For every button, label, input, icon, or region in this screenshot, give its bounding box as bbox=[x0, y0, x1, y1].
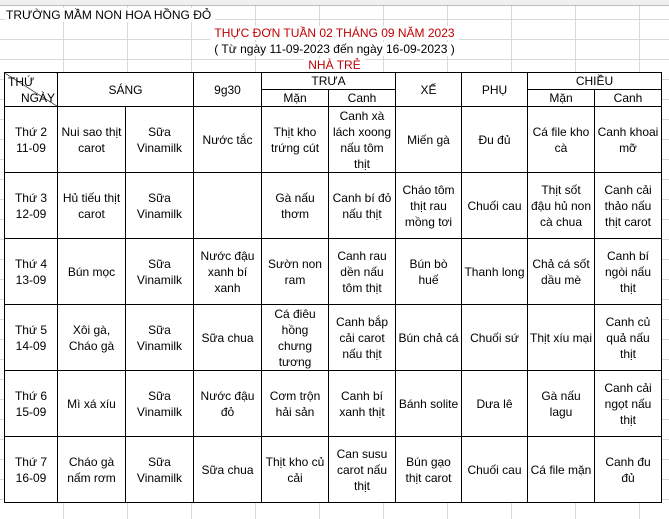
school-name: TRƯỜNG MẦM NON HOA HỒNG ĐỎ bbox=[6, 8, 215, 22]
header-9g30: 9g30 bbox=[194, 73, 262, 107]
chieu-canh-cell: Canh cải thảo nấu thịt carot bbox=[595, 173, 662, 239]
header-sang: SÁNG bbox=[58, 73, 194, 107]
sang-milk-cell: Sữa Vinamilk bbox=[126, 239, 194, 305]
g930-cell: Sữa chua bbox=[194, 305, 262, 371]
trua-man-cell: Thịt kho củ cải bbox=[262, 437, 329, 503]
header-trua: TRƯA bbox=[262, 73, 396, 90]
chieu-man-cell: Chả cá sốt dầu mè bbox=[528, 239, 595, 305]
chieu-man-cell: Thịt xíu mại bbox=[528, 305, 595, 371]
day-cell: Thứ 4 13-09 bbox=[5, 239, 58, 305]
chieu-man-cell: Cá file mặn bbox=[528, 437, 595, 503]
table-row bbox=[5, 173, 662, 239]
header-chieu-canh: Canh bbox=[595, 90, 662, 107]
sang-milk-cell: Sữa Vinamilk bbox=[126, 305, 194, 371]
header-xe: XẾ bbox=[396, 73, 462, 107]
group-label: NHÀ TRẺ bbox=[0, 58, 669, 72]
g930-cell: Nước tắc bbox=[194, 107, 262, 173]
sang-dish-cell: Xôi gà, Cháo gà bbox=[58, 305, 126, 371]
menu-table bbox=[4, 72, 662, 503]
sang-milk-cell: Sữa Vinamilk bbox=[126, 371, 194, 437]
xe-cell: Bánh solite bbox=[396, 371, 462, 437]
sang-milk-cell: Sữa Vinamilk bbox=[126, 107, 194, 173]
g930-cell: Nước đậu đỏ bbox=[194, 371, 262, 437]
menu-title: THỰC ĐƠN TUẦN 02 THÁNG 09 NĂM 2023 bbox=[0, 26, 669, 40]
trua-man-cell: Thịt kho trứng cút bbox=[262, 107, 329, 173]
header-trua-canh: Canh bbox=[329, 90, 396, 107]
g930-cell: Nước đậu xanh bí xanh bbox=[194, 239, 262, 305]
table-row bbox=[5, 305, 662, 371]
phu-cell: Chuối sứ bbox=[462, 305, 528, 371]
sang-dish-cell: Cháo gà nấm rơm bbox=[58, 437, 126, 503]
chieu-man-cell: Gà nấu lagu bbox=[528, 371, 595, 437]
date-range: ( Từ ngày 11-09-2023 đến ngày 16-09-2023 ) bbox=[0, 42, 669, 56]
phu-cell: Chuối cau bbox=[462, 173, 528, 239]
sang-dish-cell: Mì xá xíu bbox=[58, 371, 126, 437]
trua-man-cell: Sườn non ram bbox=[262, 239, 329, 305]
trua-canh-cell: Canh xà lách xoong nấu tôm thịt bbox=[329, 107, 396, 173]
trua-canh-cell: Can susu carot nấu thịt bbox=[329, 437, 396, 503]
table-row bbox=[5, 239, 662, 305]
chieu-canh-cell: Canh củ quả nấu thịt bbox=[595, 305, 662, 371]
trua-man-cell: Cơm trộn hải sản bbox=[262, 371, 329, 437]
trua-canh-cell: Canh bí xanh thịt bbox=[329, 371, 396, 437]
header-chieu-man: Mặn bbox=[528, 90, 595, 107]
table-row bbox=[5, 107, 662, 173]
trua-canh-cell: Canh bắp cải carot nấu thịt bbox=[329, 305, 396, 371]
chieu-canh-cell: Canh cải ngọt nấu thịt bbox=[595, 371, 662, 437]
xe-cell: Bún chả cá bbox=[396, 305, 462, 371]
trua-man-cell: Gà nấu thơm bbox=[262, 173, 329, 239]
day-date-header: THỨ NGÀY bbox=[5, 73, 58, 107]
phu-cell: Dưa lê bbox=[462, 371, 528, 437]
sang-dish-cell: Hủ tiếu thịt carot bbox=[58, 173, 126, 239]
sang-milk-cell: Sữa Vinamilk bbox=[126, 437, 194, 503]
day-cell: Thứ 7 16-09 bbox=[5, 437, 58, 503]
day-cell: Thứ 6 15-09 bbox=[5, 371, 58, 437]
phu-cell: Đu đủ bbox=[462, 107, 528, 173]
chieu-canh-cell: Canh đu đủ bbox=[595, 437, 662, 503]
header-trua-man: Mặn bbox=[262, 90, 329, 107]
column-header-strip bbox=[0, 0, 669, 6]
phu-cell: Thanh long bbox=[462, 239, 528, 305]
chieu-man-cell: Cá file kho cà bbox=[528, 107, 595, 173]
phu-cell: Chuối cau bbox=[462, 437, 528, 503]
g930-cell: Sữa chua bbox=[194, 437, 262, 503]
header-row-1 bbox=[5, 73, 662, 90]
trua-man-cell: Cá điêu hồng chưng tương bbox=[262, 305, 329, 371]
sang-milk-cell: Sữa Vinamilk bbox=[126, 173, 194, 239]
sang-dish-cell: Nui sao thịt carot bbox=[58, 107, 126, 173]
xe-cell: Miến gà bbox=[396, 107, 462, 173]
g930-cell bbox=[194, 173, 262, 239]
sang-dish-cell: Bún mọc bbox=[58, 239, 126, 305]
chieu-canh-cell: Canh bí ngòi nấu thịt bbox=[595, 239, 662, 305]
header-chieu: CHIỀU bbox=[528, 73, 662, 90]
trua-canh-cell: Canh rau dền nấu tôm thịt bbox=[329, 239, 396, 305]
table-row bbox=[5, 371, 662, 437]
header-phu: PHỤ bbox=[462, 73, 528, 107]
day-cell: Thứ 5 14-09 bbox=[5, 305, 58, 371]
day-cell: Thứ 2 11-09 bbox=[5, 107, 58, 173]
xe-cell: Bún gạo thịt carot bbox=[396, 437, 462, 503]
trua-canh-cell: Canh bí đỏ nấu thịt bbox=[329, 173, 396, 239]
table-row bbox=[5, 437, 662, 503]
xe-cell: Cháo tôm thịt rau mồng tơi bbox=[396, 173, 462, 239]
day-cell: Thứ 3 12-09 bbox=[5, 173, 58, 239]
xe-cell: Bún bò huế bbox=[396, 239, 462, 305]
chieu-man-cell: Thịt sốt đậu hủ non cà chua bbox=[528, 173, 595, 239]
chieu-canh-cell: Canh khoai mỡ bbox=[595, 107, 662, 173]
